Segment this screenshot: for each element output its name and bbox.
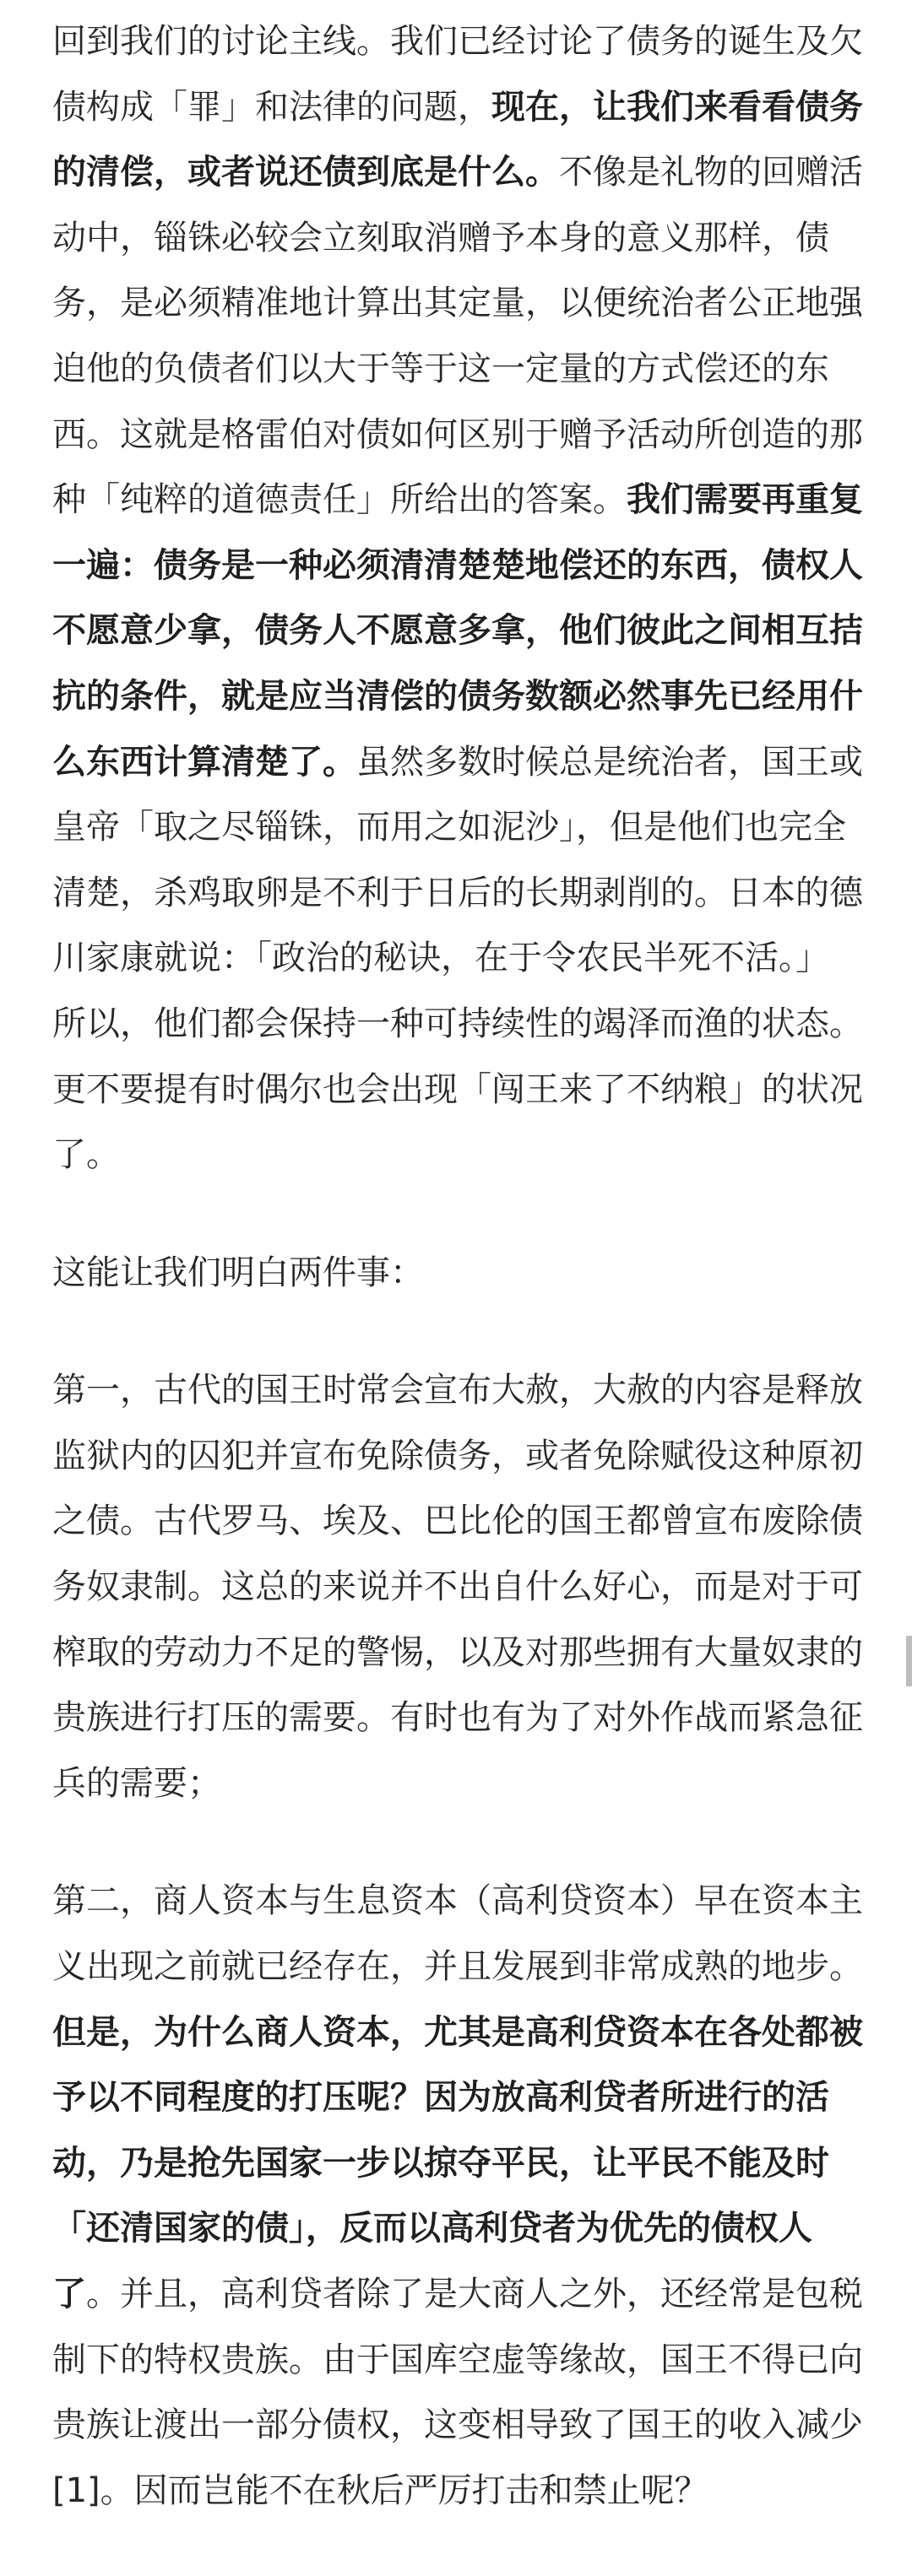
text-segment: 皇帝「取之尽锱铢，而用之如泥沙」，但是他们也完全	[52, 808, 846, 847]
text-segment: 榨取的劳动力不足的警惕，以及对那些拥有大量奴隶的	[52, 1632, 863, 1672]
bold-text-segment: 现在，让我们来看看债务	[491, 87, 863, 127]
text-line	[52, 2262, 868, 2328]
text-segment: 债构成「罪」和法律的问题，	[52, 87, 491, 127]
text-segment: 虽然多数时候总是统治者，国王或	[356, 742, 863, 782]
bold-text-segment: 不愿意少拿，债务人不愿意多拿，他们彼此之间相互拮	[52, 611, 863, 651]
text-line	[52, 1358, 868, 1424]
bold-text-segment: 动，乃是抢先国家一步以掠夺平民，让平民不能及时	[52, 2143, 829, 2183]
bold-text-segment: 抗的条件，就是应当清偿的债务数额必然事先已经用什	[52, 676, 863, 716]
paragraph	[52, 1869, 868, 2524]
text-line	[52, 2065, 868, 2131]
text-line	[52, 1058, 868, 1123]
text-segment: 监狱内的囚犯并宣布免除债务，或者免除赋役这种原初	[52, 1436, 863, 1475]
article-body	[52, 9, 868, 2576]
text-line	[52, 1424, 868, 1490]
bold-text-segment: 我们需要再重复	[627, 480, 863, 520]
text-line	[52, 1869, 868, 1935]
text-line	[52, 1489, 868, 1555]
text-line	[52, 1241, 868, 1307]
text-line	[52, 468, 868, 533]
text-line	[52, 1751, 868, 1817]
text-line	[52, 992, 868, 1058]
text-segment: 种「纯粹的道德责任」所给出的答案。	[52, 480, 627, 520]
text-line	[52, 403, 868, 468]
bold-text-segment: 一遍：债务是一种必须清清楚楚地偿还的东西，债权人	[52, 545, 863, 585]
text-segment: 更不要提有时偶尔也会出现「闯王来了不纳粮」的状况	[52, 1069, 863, 1109]
text-line	[52, 2328, 868, 2394]
text-line	[52, 2393, 868, 2459]
text-segment: 贵族进行打压的需要。有时也有为了对外作战而紧急征	[52, 1698, 863, 1738]
text-segment: [1]。因而岂能不在秋后严厉打击和禁止呢？	[52, 2470, 708, 2510]
text-line	[52, 730, 868, 796]
text-line	[52, 1123, 868, 1188]
text-segment: 第二，商人资本与生息资本（高利贷资本）早在资本主	[52, 1881, 863, 1921]
bold-text-segment: 「还清国家的债」，反而以高利贷者为优先的债权人	[52, 2209, 812, 2249]
text-segment: 义出现之前就已经存在，并且发展到非常成熟的地步。	[52, 1947, 863, 1987]
text-line	[52, 926, 868, 992]
text-segment: 兵的需要；	[52, 1763, 221, 1803]
scrollbar-thumb[interactable]	[906, 1636, 912, 1686]
text-segment: 清楚，杀鸡取卵是不利于日后的长期剥削的。日本的德	[52, 873, 863, 912]
paragraph	[52, 9, 868, 1188]
paragraph	[52, 1358, 868, 1816]
bold-text-segment: 予以不同程度的打压呢？因为放高利贷者所进行的活	[52, 2078, 829, 2118]
text-segment: 川家康就说：「政治的秘诀，在于令农民半死不活。」	[52, 939, 829, 978]
text-segment: 不像是礼物的回赠活	[559, 153, 863, 192]
bold-text-segment: 但是，为什么商人资本，尤其是高利贷资本在各处都被	[52, 2012, 863, 2052]
text-segment: 贵族让渡出一部分债权，这变相导致了国王的收入减少	[52, 2406, 863, 2445]
text-line	[52, 2000, 868, 2066]
text-line	[52, 533, 868, 599]
text-segment: 了。	[52, 1135, 120, 1175]
text-segment: 务奴隶制。这总的来说并不出自什么好心，而是对于可	[52, 1567, 863, 1607]
text-segment: 制下的特权贵族。由于国库空虚等缘故，国王不得已向	[52, 2340, 863, 2379]
text-line	[52, 1621, 868, 1686]
text-segment: 西。这就是格雷伯对债如何区别于赠予活动所创造的那	[52, 414, 863, 454]
text-line	[52, 1686, 868, 1751]
bold-text-segment: 了	[52, 2275, 86, 2314]
text-line	[52, 75, 868, 141]
text-segment: 回到我们的讨论主线。我们已经讨论了债务的诞生及欠	[52, 22, 863, 61]
text-line	[52, 2459, 868, 2525]
bold-text-segment: 的清偿，或者说还债到底是什么。	[52, 153, 559, 192]
text-line	[52, 9, 868, 75]
text-line	[52, 2196, 868, 2262]
text-segment: 务，是必须精准地计算出其定量，以便统治者公正地强	[52, 284, 863, 323]
text-line	[52, 795, 868, 861]
text-line	[52, 1555, 868, 1621]
text-line	[52, 337, 868, 403]
text-line	[52, 2131, 868, 2197]
text-segment: 所以，他们都会保持一种可持续性的竭泽而渔的状态。	[52, 1004, 863, 1043]
text-segment: 。并且，高利贷者除了是大商人之外，还经常是包税	[86, 2275, 863, 2314]
bold-text-segment: 么东西计算清楚了。	[52, 742, 356, 782]
text-line	[52, 206, 868, 272]
text-line	[52, 664, 868, 730]
text-line	[52, 861, 868, 927]
text-segment: 这能让我们明白两件事：	[52, 1253, 424, 1292]
text-segment: 第一，古代的国王时常会宣布大赦，大赦的内容是释放	[52, 1371, 863, 1410]
text-segment: 动中，锱铢必较会立刻取消赠予本身的意义那样，债	[52, 218, 829, 257]
text-line	[52, 1935, 868, 2000]
text-line	[52, 140, 868, 206]
text-segment: 之债。古代罗马、埃及、巴比伦的国王都曾宣布废除债	[52, 1502, 863, 1541]
text-line	[52, 598, 868, 664]
text-line	[52, 271, 868, 337]
paragraph	[52, 1241, 868, 1307]
text-segment: 迫他的负债者们以大于等于这一定量的方式偿还的东	[52, 349, 829, 388]
